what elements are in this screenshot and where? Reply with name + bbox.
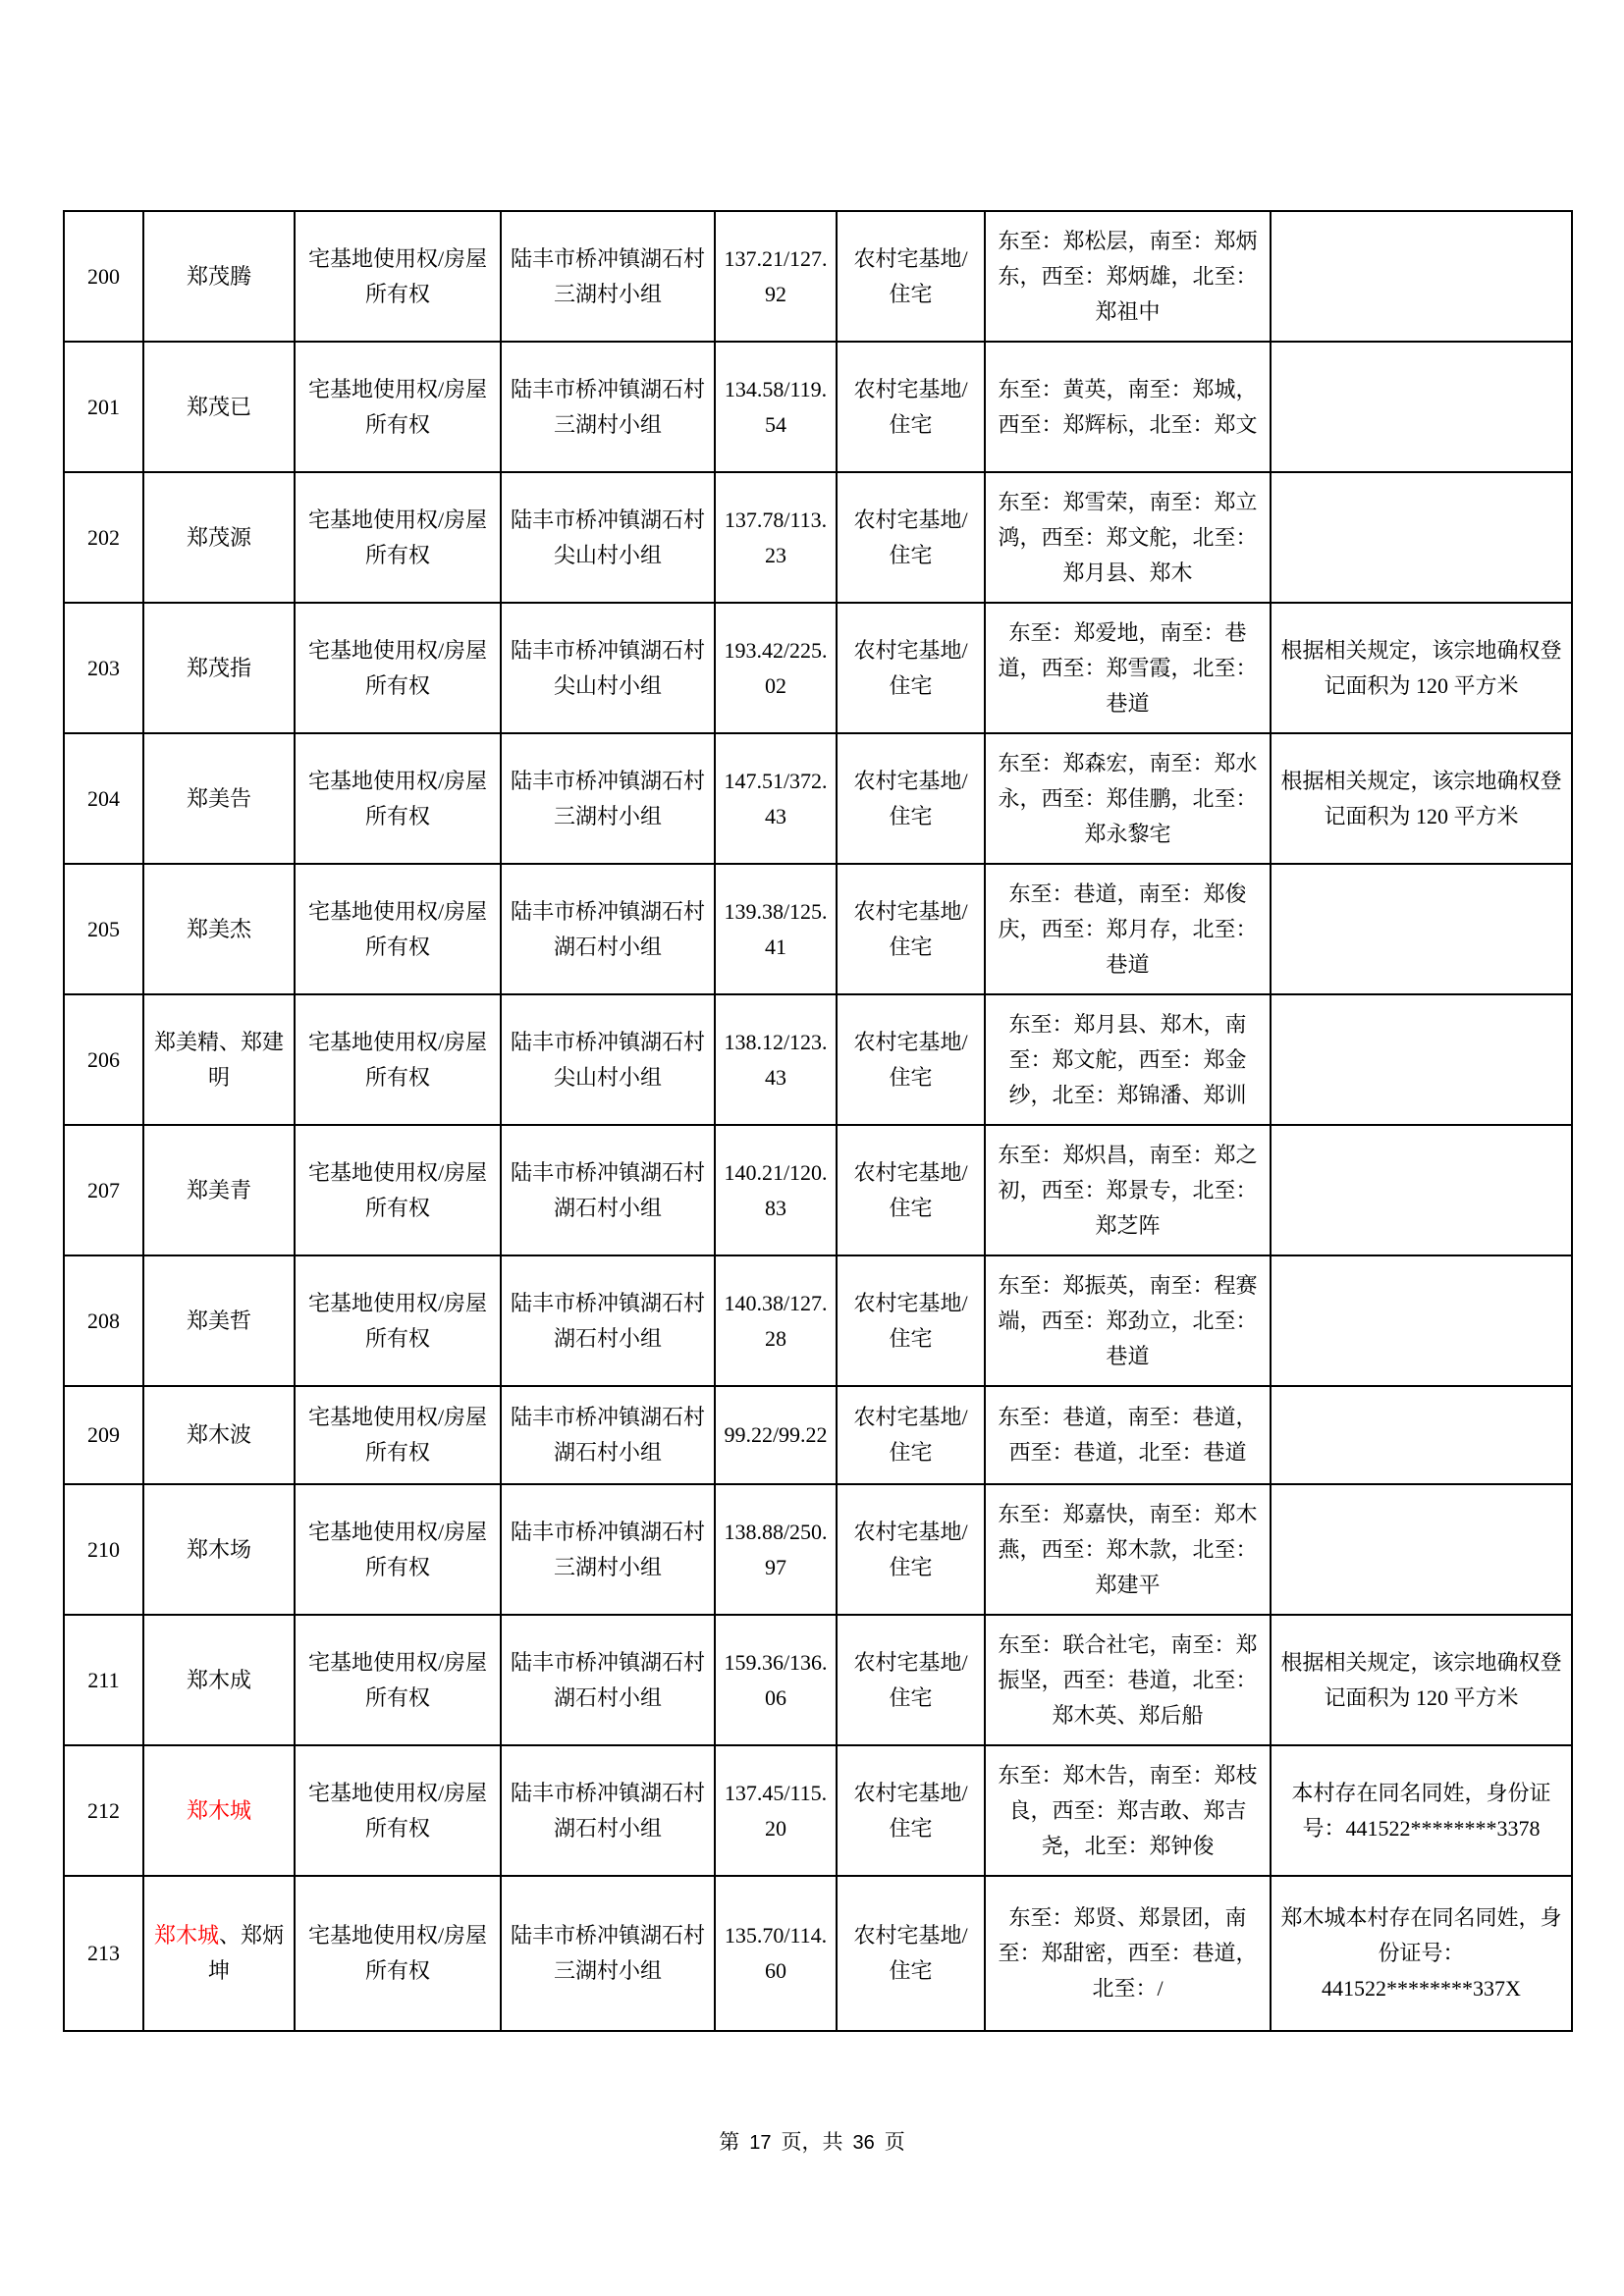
cell-note xyxy=(1271,342,1572,472)
cell-note: 本村存在同名同姓，身份证号：441522********3378 xyxy=(1271,1745,1572,1876)
cell-usage: 农村宅基地/住宅 xyxy=(837,211,985,342)
table-row xyxy=(64,1745,1572,1876)
cell-usage: 农村宅基地/住宅 xyxy=(837,864,985,994)
table-row xyxy=(64,472,1572,603)
cell-index: 202 xyxy=(64,472,143,603)
cell-right-type: 宅基地使用权/房屋所有权 xyxy=(295,864,501,994)
cell-owner xyxy=(143,1615,295,1745)
cell-boundaries: 东至：郑松层，南至：郑炳东，西至：郑炳雄，北至：郑祖中 xyxy=(985,211,1271,342)
table-row xyxy=(64,342,1572,472)
cell-index: 203 xyxy=(64,603,143,733)
table-row xyxy=(64,1876,1572,2031)
cell-note: 根据相关规定，该宗地确权登记面积为 120 平方米 xyxy=(1271,733,1572,864)
cell-right-type: 宅基地使用权/房屋所有权 xyxy=(295,211,501,342)
cell-index: 205 xyxy=(64,864,143,994)
cell-usage: 农村宅基地/住宅 xyxy=(837,1745,985,1876)
cell-note: 郑木城本村存在同名同姓，身份证号：441522********337X xyxy=(1271,1876,1572,2031)
cell-index: 204 xyxy=(64,733,143,864)
cell-area: 138.12/123.43 xyxy=(715,994,837,1125)
cell-owner xyxy=(143,1745,295,1876)
cell-owner xyxy=(143,733,295,864)
cell-area: 139.38/125.41 xyxy=(715,864,837,994)
cell-index: 207 xyxy=(64,1125,143,1255)
table-row xyxy=(64,1615,1572,1745)
cell-owner xyxy=(143,1386,295,1484)
cell-boundaries: 东至：郑雪荣，南至：郑立鸿，西至：郑文舵，北至：郑月县、郑木 xyxy=(985,472,1271,603)
cell-location: 陆丰市桥冲镇湖石村三湖村小组 xyxy=(501,1484,715,1615)
cell-owner xyxy=(143,211,295,342)
footer-page-number: 17 xyxy=(749,2132,772,2154)
cell-right-type: 宅基地使用权/房屋所有权 xyxy=(295,733,501,864)
cell-boundaries: 东至：郑炽昌，南至：郑之初，西至：郑景专，北至：郑芝阵 xyxy=(985,1125,1271,1255)
owner-name-segment: 郑美青 xyxy=(186,1177,251,1202)
cell-area: 137.45/115.20 xyxy=(715,1745,837,1876)
owner-name-segment: 郑木城 xyxy=(186,1797,251,1823)
cell-right-type: 宅基地使用权/房屋所有权 xyxy=(295,994,501,1125)
cell-usage: 农村宅基地/住宅 xyxy=(837,1386,985,1484)
cell-owner xyxy=(143,1125,295,1255)
owner-name-segment: 郑茂腾 xyxy=(186,263,251,289)
cell-boundaries: 东至：巷道，南至：巷道，西至：巷道，北至：巷道 xyxy=(985,1386,1271,1484)
cell-right-type: 宅基地使用权/房屋所有权 xyxy=(295,1615,501,1745)
cell-location: 陆丰市桥冲镇湖石村湖石村小组 xyxy=(501,1386,715,1484)
cell-right-type: 宅基地使用权/房屋所有权 xyxy=(295,603,501,733)
cell-area: 99.22/99.22 xyxy=(715,1386,837,1484)
cell-area: 135.70/114.60 xyxy=(715,1876,837,2031)
owner-name-segment: 郑木场 xyxy=(186,1536,251,1562)
owner-name-segment: 、郑炳坤 xyxy=(207,1923,285,1983)
cell-area: 137.21/127.92 xyxy=(715,211,837,342)
cell-area: 159.36/136.06 xyxy=(715,1615,837,1745)
cell-usage: 农村宅基地/住宅 xyxy=(837,1255,985,1386)
owner-name-segment: 郑木城 xyxy=(153,1923,219,1948)
land-rights-table xyxy=(63,210,1573,2032)
table-row xyxy=(64,864,1572,994)
cell-usage: 农村宅基地/住宅 xyxy=(837,1876,985,2031)
owner-name-segment: 郑木成 xyxy=(186,1667,251,1692)
page-footer xyxy=(0,2126,1624,2156)
cell-note xyxy=(1271,1255,1572,1386)
cell-boundaries: 东至：郑贤、郑景团，南至：郑甜密，西至：巷道，北至：/ xyxy=(985,1876,1271,2031)
cell-location: 陆丰市桥冲镇湖石村尖山村小组 xyxy=(501,603,715,733)
cell-index: 208 xyxy=(64,1255,143,1386)
footer-label-prefix: 第 xyxy=(719,2130,740,2154)
cell-boundaries: 东至：巷道，南至：郑俊庆，西至：郑月存，北至：巷道 xyxy=(985,864,1271,994)
footer-label-suffix: 页 xyxy=(884,2130,905,2154)
cell-boundaries: 东至：郑月县、郑木，南至：郑文舵，西至：郑金纱，北至：郑锦潘、郑训 xyxy=(985,994,1271,1125)
owner-name-segment: 郑茂源 xyxy=(186,524,251,550)
footer-total-pages: 36 xyxy=(852,2132,875,2154)
cell-usage: 农村宅基地/住宅 xyxy=(837,472,985,603)
cell-usage: 农村宅基地/住宅 xyxy=(837,1484,985,1615)
cell-right-type: 宅基地使用权/房屋所有权 xyxy=(295,1125,501,1255)
cell-usage: 农村宅基地/住宅 xyxy=(837,733,985,864)
cell-area: 140.38/127.28 xyxy=(715,1255,837,1386)
cell-boundaries: 东至：郑木告，南至：郑枝良，西至：郑吉敢、郑吉尧，北至：郑钟俊 xyxy=(985,1745,1271,1876)
owner-name-segment: 郑美哲 xyxy=(186,1308,251,1333)
cell-note xyxy=(1271,472,1572,603)
cell-location: 陆丰市桥冲镇湖石村湖石村小组 xyxy=(501,1615,715,1745)
cell-note: 根据相关规定，该宗地确权登记面积为 120 平方米 xyxy=(1271,1615,1572,1745)
cell-usage: 农村宅基地/住宅 xyxy=(837,1615,985,1745)
cell-owner xyxy=(143,603,295,733)
footer-label-middle: 页，共 xyxy=(781,2130,843,2154)
cell-boundaries: 东至：郑振英，南至：程赛端，西至：郑劲立，北至：巷道 xyxy=(985,1255,1271,1386)
table-body xyxy=(64,211,1572,2031)
cell-owner xyxy=(143,1255,295,1386)
cell-location: 陆丰市桥冲镇湖石村三湖村小组 xyxy=(501,1876,715,2031)
cell-index: 210 xyxy=(64,1484,143,1615)
cell-note xyxy=(1271,1125,1572,1255)
cell-owner xyxy=(143,1484,295,1615)
cell-usage: 农村宅基地/住宅 xyxy=(837,342,985,472)
cell-right-type: 宅基地使用权/房屋所有权 xyxy=(295,1255,501,1386)
cell-note xyxy=(1271,1484,1572,1615)
cell-boundaries: 东至：郑嘉快，南至：郑木燕，西至：郑木款，北至：郑建平 xyxy=(985,1484,1271,1615)
cell-right-type: 宅基地使用权/房屋所有权 xyxy=(295,342,501,472)
cell-index: 209 xyxy=(64,1386,143,1484)
cell-location: 陆丰市桥冲镇湖石村尖山村小组 xyxy=(501,472,715,603)
cell-location: 陆丰市桥冲镇湖石村湖石村小组 xyxy=(501,1745,715,1876)
cell-right-type: 宅基地使用权/房屋所有权 xyxy=(295,1484,501,1615)
cell-location: 陆丰市桥冲镇湖石村三湖村小组 xyxy=(501,211,715,342)
cell-index: 213 xyxy=(64,1876,143,2031)
cell-boundaries: 东至：郑森宏，南至：郑水永，西至：郑佳鹏，北至：郑永黎宅 xyxy=(985,733,1271,864)
cell-area: 138.88/250.97 xyxy=(715,1484,837,1615)
cell-location: 陆丰市桥冲镇湖石村湖石村小组 xyxy=(501,864,715,994)
table-row xyxy=(64,733,1572,864)
cell-area: 193.42/225.02 xyxy=(715,603,837,733)
cell-index: 201 xyxy=(64,342,143,472)
cell-owner xyxy=(143,994,295,1125)
cell-note xyxy=(1271,994,1572,1125)
owner-name-segment: 郑美告 xyxy=(186,785,251,811)
table-row xyxy=(64,211,1572,342)
cell-location: 陆丰市桥冲镇湖石村湖石村小组 xyxy=(501,1125,715,1255)
cell-location: 陆丰市桥冲镇湖石村三湖村小组 xyxy=(501,733,715,864)
table-row xyxy=(64,603,1572,733)
owner-name-segment: 郑美杰 xyxy=(186,916,251,941)
cell-location: 陆丰市桥冲镇湖石村尖山村小组 xyxy=(501,994,715,1125)
cell-owner xyxy=(143,864,295,994)
table-row xyxy=(64,1484,1572,1615)
cell-boundaries: 东至：郑爱地，南至：巷道，西至：郑雪霞，北至：巷道 xyxy=(985,603,1271,733)
cell-right-type: 宅基地使用权/房屋所有权 xyxy=(295,1386,501,1484)
cell-right-type: 宅基地使用权/房屋所有权 xyxy=(295,472,501,603)
cell-area: 147.51/372.43 xyxy=(715,733,837,864)
owner-name-segment: 郑木波 xyxy=(186,1422,251,1447)
cell-boundaries: 东至：黄英，南至：郑城，西至：郑辉标，北至：郑文 xyxy=(985,342,1271,472)
cell-area: 134.58/119.54 xyxy=(715,342,837,472)
table-row xyxy=(64,994,1572,1125)
owner-name-segment: 郑茂已 xyxy=(186,394,251,419)
cell-note: 根据相关规定，该宗地确权登记面积为 120 平方米 xyxy=(1271,603,1572,733)
cell-index: 212 xyxy=(64,1745,143,1876)
cell-note xyxy=(1271,864,1572,994)
cell-location: 陆丰市桥冲镇湖石村三湖村小组 xyxy=(501,342,715,472)
cell-index: 200 xyxy=(64,211,143,342)
cell-usage: 农村宅基地/住宅 xyxy=(837,994,985,1125)
cell-usage: 农村宅基地/住宅 xyxy=(837,1125,985,1255)
table-row xyxy=(64,1255,1572,1386)
cell-right-type: 宅基地使用权/房屋所有权 xyxy=(295,1876,501,2031)
table-row xyxy=(64,1125,1572,1255)
cell-note xyxy=(1271,211,1572,342)
cell-right-type: 宅基地使用权/房屋所有权 xyxy=(295,1745,501,1876)
cell-area: 140.21/120.83 xyxy=(715,1125,837,1255)
owner-name-segment: 郑茂指 xyxy=(186,655,251,680)
cell-owner xyxy=(143,342,295,472)
owner-name-segment: 郑美精、郑建明 xyxy=(153,1029,284,1090)
cell-usage: 农村宅基地/住宅 xyxy=(837,603,985,733)
cell-index: 206 xyxy=(64,994,143,1125)
cell-owner xyxy=(143,1876,295,2031)
table-row xyxy=(64,1386,1572,1484)
cell-note xyxy=(1271,1386,1572,1484)
cell-index: 211 xyxy=(64,1615,143,1745)
cell-location: 陆丰市桥冲镇湖石村湖石村小组 xyxy=(501,1255,715,1386)
cell-area: 137.78/113.23 xyxy=(715,472,837,603)
cell-boundaries: 东至：联合社宅，南至：郑振坚，西至：巷道，北至：郑木英、郑后船 xyxy=(985,1615,1271,1745)
cell-owner xyxy=(143,472,295,603)
